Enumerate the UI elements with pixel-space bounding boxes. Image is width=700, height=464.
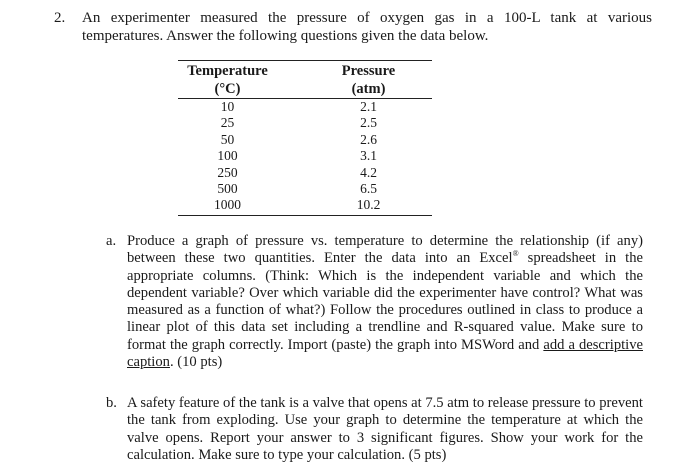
- temperature-cell: 10: [220, 99, 235, 114]
- question-number: 2.: [54, 10, 66, 26]
- data-table: [178, 60, 432, 216]
- pressure-cell: 2.1: [360, 99, 377, 114]
- temperature-cell: 100: [217, 148, 238, 164]
- pressure-cell: 10.2: [305, 197, 432, 215]
- part-a-label: a.: [106, 233, 117, 249]
- part-a-text: [127, 233, 643, 371]
- header-pressure: Pressure: [305, 61, 432, 82]
- header-temperature: Temperature: [178, 61, 305, 82]
- table-row: [178, 132, 432, 148]
- table-row: [178, 181, 432, 197]
- part-a-underlined-text: add a descriptive caption: [127, 336, 643, 371]
- table-row: [178, 197, 432, 215]
- table-header-row: [178, 61, 432, 82]
- table-row: [178, 99, 432, 116]
- table-row: [178, 165, 432, 181]
- registered-mark: ®: [512, 249, 519, 259]
- part-b-text: A safety feature of the tank is a valve that opens at 7.5 atm to release pressure to prevent the tank from exploding. Use your graph to determine the temperature at which the valve opens. Report your answer to 3 significant figures. Show your work for the calculation. Make sure to type your calculation. (5 pts): [127, 395, 643, 463]
- question-header: [54, 9, 652, 45]
- question-line-1: An experimenter measured the pressure of oxygen gas in a 100-L tank at various: [82, 10, 652, 26]
- pressure-cell: 2.6: [360, 131, 377, 147]
- temperature-cell: 25: [220, 115, 235, 131]
- temperature-cell: 500: [217, 181, 238, 197]
- temperature-cell: 1000: [178, 197, 305, 215]
- pressure-cell: 3.1: [360, 148, 377, 164]
- header-temperature-unit: (°C): [178, 81, 305, 99]
- table-unit-row: [178, 81, 432, 99]
- temperature-cell: 50: [220, 131, 235, 147]
- part-b: [106, 395, 643, 464]
- part-a: [106, 233, 643, 371]
- pressure-cell: 4.2: [360, 164, 377, 180]
- table-row: [178, 115, 432, 131]
- part-a-text-1: Produce a graph of pressure vs. temperature to determine the relationship (if any) between these two quantities. Enter the data into an Excel: [127, 233, 643, 267]
- question-line-2: temperatures. Answer the following questions given the data below.: [82, 28, 489, 44]
- pressure-cell: 6.5: [360, 181, 377, 197]
- part-a-text-2: spreadsheet in the appropriate columns. (Think: Which is the independent variable and which the dependent variable? Over which variable did the experimenter have control? What was measured as a function of what?) Follow the procedures outlined in class to produce a linear plot of this data set including a trendline and R-squared value. Make sure to format the graph correctly. Import (paste) the graph into MSWord and: [127, 250, 643, 353]
- pressure-cell: 2.5: [360, 115, 377, 131]
- part-b-label: b.: [106, 395, 117, 411]
- header-pressure-unit: (atm): [305, 81, 432, 99]
- part-a-text-3: . (10 pts): [169, 354, 223, 371]
- table-row: [178, 148, 432, 164]
- temperature-cell: 250: [217, 164, 238, 180]
- question-text: [82, 9, 652, 45]
